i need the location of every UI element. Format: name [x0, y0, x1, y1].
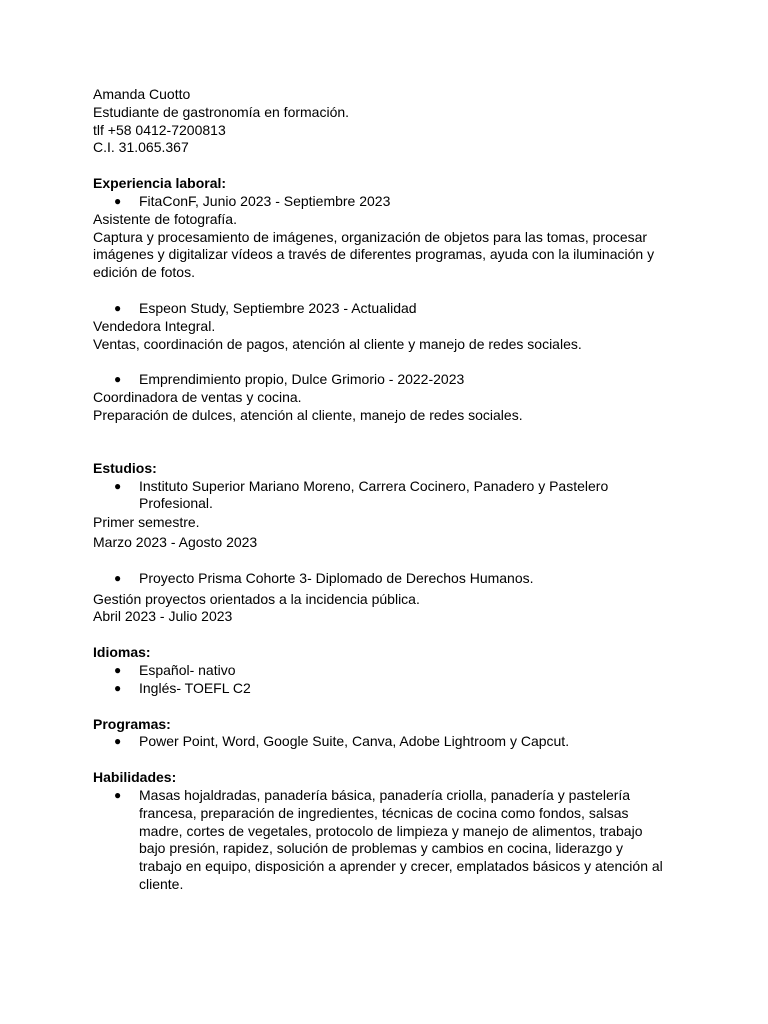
bullet-icon: ● — [114, 570, 122, 585]
programs-section — [93, 716, 683, 752]
experience-title: Espeon Study, Septiembre 2023 - Actualidad — [139, 299, 417, 316]
study-title: Proyecto Prisma Cohorte 3- Diplomado de Derechos Humanos. — [139, 569, 534, 586]
language-label: Inglés- TOEFL C2 — [139, 679, 251, 696]
study-item — [93, 478, 629, 514]
experience-description: Preparación de dulces, atención al cliente, manejo de redes sociales. — [93, 406, 523, 423]
experience-title: FitaConF, Junio 2023 - Septiembre 2023 — [139, 192, 391, 209]
study-detail: Primer semestre. — [93, 514, 200, 531]
skill-item — [93, 787, 669, 894]
bullet-icon: ● — [114, 300, 122, 315]
study-dates: Abril 2023 - Julio 2023 — [93, 608, 233, 625]
programs-heading: Programas: — [93, 715, 171, 732]
skill-text: Masas hojaldradas, panadería básica, panadería criolla, panadería y pastelería francesa, preparación de ingredientes, técnicas de cocina como fondos, salsas madre, cortes de vegetales, protocolo de limpieza y manejo de alimentos, trabajo bajo presión, rapidez, solución de problemas y cambios en cocina, liderazgo y trabajo en equipo, disposición a aprender y crecer, emplatados básicos y atención al cliente. — [139, 786, 663, 892]
study-item — [93, 570, 683, 588]
study-title: Instituto Superior Mariano Moreno, Carrera Cocinero, Panadero y Pastelero Profesional. — [139, 477, 609, 512]
contact-block — [93, 86, 683, 157]
program-label: Power Point, Word, Google Suite, Canva, Adobe Lightroom y Capcut. — [139, 733, 570, 750]
study-detail: Gestión proyectos orientados a la incidencia pública. — [93, 590, 420, 607]
candidate-id: C.I. 31.065.367 — [93, 139, 189, 156]
bullet-icon: ● — [114, 680, 122, 695]
studies-section — [93, 460, 683, 626]
candidate-phone: tlf +58 0412-7200813 — [93, 121, 226, 138]
experience-role: Vendedora Integral. — [93, 317, 216, 334]
candidate-tagline: Estudiante de gastronomía en formación. — [93, 103, 350, 120]
language-item — [93, 662, 683, 680]
skills-section — [93, 769, 683, 894]
experience-item — [93, 371, 683, 389]
bullet-icon: ● — [114, 193, 122, 208]
languages-section — [93, 644, 683, 697]
experience-description: Ventas, coordinación de pagos, atención al cliente y manejo de redes sociales. — [93, 335, 582, 352]
bullet-icon: ● — [114, 787, 122, 802]
bullet-icon: ● — [114, 662, 122, 677]
languages-heading: Idiomas: — [93, 644, 151, 661]
experience-role: Coordinadora de ventas y cocina. — [93, 389, 302, 406]
experience-section — [93, 175, 683, 425]
candidate-name: Amanda Cuotto — [93, 86, 191, 102]
experience-heading: Experiencia laboral: — [93, 175, 227, 192]
experience-role: Asistente de fotografía. — [93, 210, 237, 227]
bullet-icon: ● — [114, 734, 122, 749]
resume-document — [93, 86, 683, 894]
experience-item — [93, 300, 683, 318]
study-dates: Marzo 2023 - Agosto 2023 — [93, 533, 258, 550]
experience-item — [93, 193, 683, 211]
program-item — [93, 733, 683, 751]
language-label: Español- nativo — [139, 661, 236, 678]
studies-heading: Estudios: — [93, 459, 157, 476]
experience-title: Emprendimiento propio, Dulce Grimorio - 2022-2023 — [139, 371, 465, 388]
language-item — [93, 680, 683, 698]
bullet-icon: ● — [114, 372, 122, 387]
experience-description: Captura y procesamiento de imágenes, organización de objetos para las tomas, procesar imágenes y digitalizar vídeos a través de diferentes programas, ayuda con la iluminación y edición de fotos. — [93, 228, 655, 281]
skills-heading: Habilidades: — [93, 769, 177, 786]
bullet-icon: ● — [114, 478, 122, 493]
